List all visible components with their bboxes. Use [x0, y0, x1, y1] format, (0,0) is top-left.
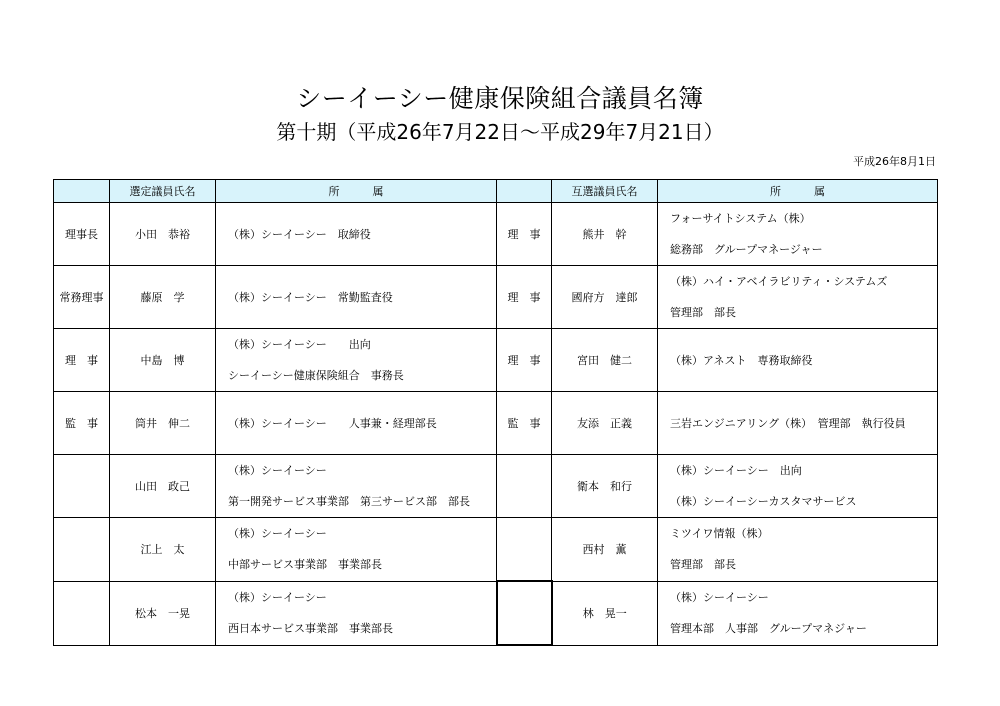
affiliation-line: （株）シーイーシーカスタマサービス — [670, 495, 857, 508]
right-name-cell: 宮田 健二 — [552, 329, 658, 392]
header-left-role — [54, 180, 110, 203]
header-right-name: 互選議員氏名 — [552, 180, 658, 203]
affiliation-line: （株）ハイ・アベイラビリティ・システムズ — [670, 275, 888, 288]
right-affiliation-cell — [658, 266, 938, 329]
right-role-cell: 理 事 — [497, 329, 552, 392]
affiliation-line: （株）シーイーシー — [228, 464, 327, 477]
affiliation-line: （株）シーイーシー 常勤監査役 — [228, 291, 393, 304]
document-subtitle: 第十期（平成26年7月22日～平成29年7月21日） — [276, 120, 724, 144]
left-role-cell: 監 事 — [54, 392, 110, 455]
table-row — [54, 455, 938, 518]
left-role-cell — [54, 455, 110, 518]
document-title: シーイーシー健康保険組合議員名簿 — [296, 84, 704, 113]
left-name-cell: 江上 太 — [110, 518, 216, 582]
left-role-cell: 常務理事 — [54, 266, 110, 329]
left-role-cell: 理 事 — [54, 329, 110, 392]
right-role-cell — [497, 581, 552, 645]
left-name-cell: 中島 博 — [110, 329, 216, 392]
left-affiliation-cell — [216, 203, 497, 266]
left-name-cell: 山田 政己 — [110, 455, 216, 518]
header-left-name: 選定議員氏名 — [110, 180, 216, 203]
affiliation-line: 管理部 部長 — [670, 558, 736, 572]
affiliation-line: （株）シーイーシー 取締役 — [228, 228, 371, 241]
member-table — [53, 179, 938, 646]
right-name-cell: 衛本 和行 — [552, 455, 658, 518]
left-affiliation-cell — [216, 581, 497, 645]
document-date: 平成26年8月1日 — [853, 155, 936, 168]
left-role-cell — [54, 518, 110, 582]
left-affiliation-cell — [216, 266, 497, 329]
right-name-cell: 國府方 達郎 — [552, 266, 658, 329]
right-role-cell — [497, 518, 552, 582]
left-role-cell: 理事長 — [54, 203, 110, 266]
left-name-cell: 小田 恭裕 — [110, 203, 216, 266]
header-left-affiliation: 所 属 — [216, 180, 497, 203]
table-row — [54, 203, 938, 266]
left-name-cell: 藤原 学 — [110, 266, 216, 329]
right-affiliation-cell — [658, 581, 938, 645]
table-row — [54, 392, 938, 455]
right-name-cell: 熊井 幹 — [552, 203, 658, 266]
left-name-cell: 松本 一晃 — [110, 581, 216, 645]
left-role-cell — [54, 581, 110, 645]
affiliation-line: 三岩エンジニアリング（株） 管理部 執行役員 — [670, 417, 906, 430]
right-affiliation-cell — [658, 203, 938, 266]
table-header-row — [54, 180, 938, 203]
header-right-affiliation: 所 属 — [658, 180, 938, 203]
affiliation-line: フォーサイトシステム（株） — [670, 212, 811, 225]
table-row — [54, 581, 938, 645]
right-affiliation-cell — [658, 329, 938, 392]
right-name-cell: 西村 薫 — [552, 518, 658, 582]
affiliation-line: （株）シーイーシー — [228, 591, 327, 604]
affiliation-line: （株）シーイーシー — [670, 591, 769, 604]
right-role-cell: 理 事 — [497, 266, 552, 329]
left-affiliation-cell — [216, 518, 497, 582]
right-affiliation-cell — [658, 518, 938, 582]
right-affiliation-cell — [658, 392, 938, 455]
affiliation-line: （株）アネスト 専務取締役 — [670, 354, 813, 367]
right-name-cell: 友添 正義 — [552, 392, 658, 455]
right-affiliation-cell — [658, 455, 938, 518]
right-role-cell: 監 事 — [497, 392, 552, 455]
affiliation-line: （株）シーイーシー 出向 — [670, 464, 802, 477]
table-body — [54, 203, 938, 646]
right-role-cell — [497, 455, 552, 518]
affiliation-line: 管理部 部長 — [670, 306, 736, 319]
left-affiliation-cell — [216, 455, 497, 518]
header-right-role — [497, 180, 552, 203]
left-affiliation-cell — [216, 392, 497, 455]
affiliation-line: （株）シーイーシー — [228, 527, 327, 541]
affiliation-line: シーイーシー健康保険組合 事務長 — [228, 369, 404, 382]
affiliation-line: 管理本部 人事部 グループマネジャー — [670, 622, 867, 635]
table-row — [54, 518, 938, 582]
affiliation-line: 総務部 グループマネージャー — [670, 243, 823, 256]
left-name-cell: 筒井 伸二 — [110, 392, 216, 455]
affiliation-line: 中部サービス事業部 事業部長 — [228, 558, 382, 572]
affiliation-line: 第一開発サービス事業部 第三サービス部 部長 — [228, 495, 470, 508]
right-role-cell: 理 事 — [497, 203, 552, 266]
table-row — [54, 329, 938, 392]
left-affiliation-cell — [216, 329, 497, 392]
table-row — [54, 266, 938, 329]
affiliation-line: 西日本サービス事業部 事業部長 — [228, 622, 393, 635]
affiliation-line: ミツイワ情報（株） — [670, 527, 769, 541]
right-name-cell: 林 晃一 — [552, 581, 658, 645]
affiliation-line: （株）シーイーシー 出向 — [228, 338, 371, 351]
affiliation-line: （株）シーイーシー 人事兼・経理部長 — [228, 417, 437, 430]
